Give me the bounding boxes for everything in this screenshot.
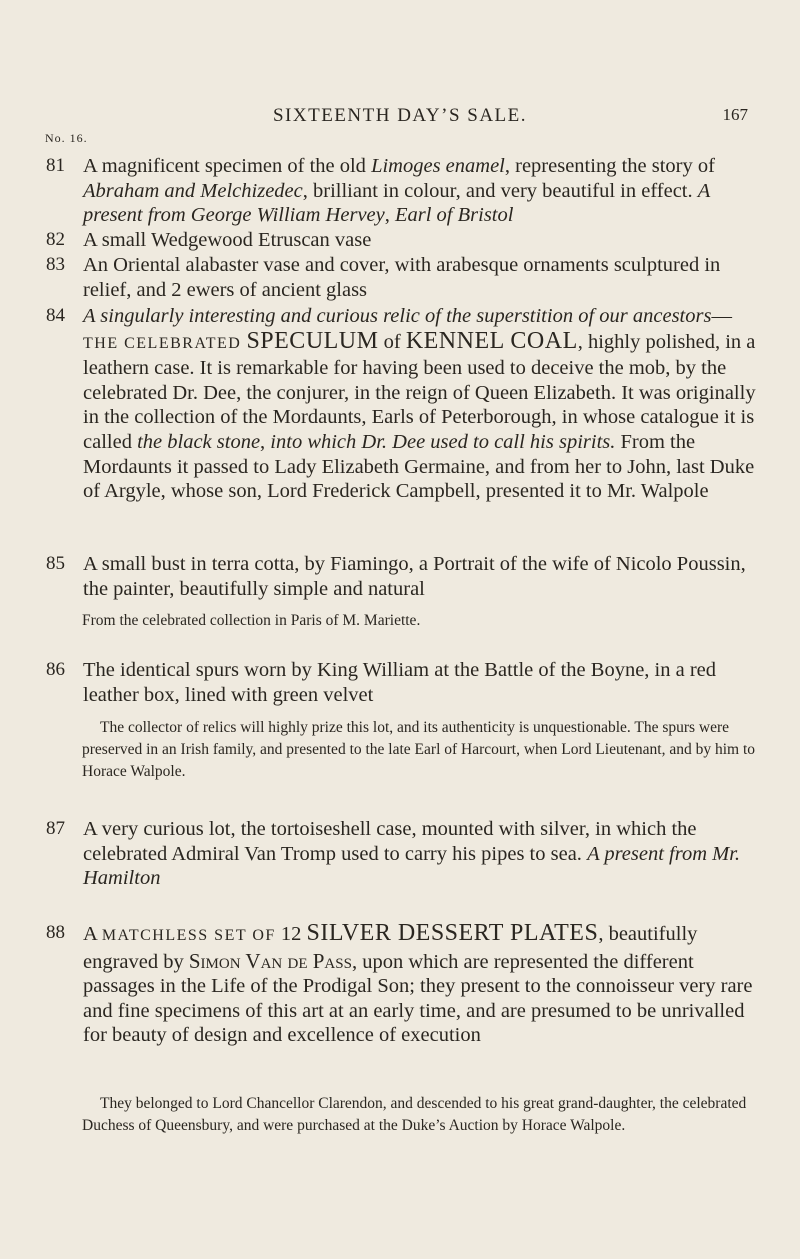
lot-text-run: , beautifully engraved by [83,923,698,973]
lot-number: 83 [46,254,65,275]
lot-description [83,817,756,891]
lot-85-note: From the celebrated collection in Paris of M. Mariette. [82,612,421,629]
lot-text-run: , [384,204,395,227]
lot-text-run: The identical spurs worn by King William at the Battle of the Boyne, in a red leather box, lined with green velvet [83,659,717,706]
lot-88-note: They belonged to Lord Chancellor Clarendon, and descended to his great grand-daughter, the celebrated Duchess of Queensbury, and were purchased at the Duke’s Auction by Horace Walpole. [82,1095,747,1134]
lot-text-run: of [378,330,406,353]
lot-text-run: Simon Van de Pass [188,948,352,973]
lot-description [83,228,756,253]
lot-text-run: A [83,923,102,945]
lot-number: 87 [46,818,65,839]
lot-text-run: A very curious lot, the tortoiseshell case, mounted with silver, in which the celebrated Admiral Van Tromp used to carry his pipes to sea. [83,818,697,865]
lot-text-run: , brilliant in colour, and very beautiful in effect. [302,179,698,202]
lot-text-run: SPECULUM [246,327,379,354]
running-header-title: SIXTEENTH DAY’S SALE. [272,105,528,126]
lot-text-run: the black stone [137,430,261,453]
lot-text-run: SILVER DESSERT PLATES [306,920,599,946]
lot-number: 84 [46,305,65,326]
lot-description [83,154,756,228]
lot-text-run: An Oriental alabaster vase and cover, with arabesque ornaments sculptured in relief, and 2 ewers of ancient glass [83,254,721,301]
lot-description [83,658,756,707]
lot-text-run: From the Mordaunts it passed to Lady Elizabeth Germaine, and from her to John, last Duke of Argyle, whose son, Lord Frederick Campbell, presented it to Mr. Walpole [83,430,755,503]
lot-85 [46,552,756,601]
lot-description [83,921,756,1048]
section-number: No. 16. [45,131,88,145]
lot-text-run: , upon which are represented the different passages in the Life of the Prodigal Son; they present to the connoisseur very rare and fine specimens of this art at an early time, and are presumed to be unrivalled for beauty of design and excellence of execution [83,950,753,1047]
lot-description [83,253,756,302]
lot-number: 82 [46,229,65,250]
lot-text-run: Limoges enamel [371,155,505,177]
lot-number: 86 [46,659,65,680]
lot-text-run: A magnificent specimen of the old [83,155,372,177]
lot-number: 88 [46,922,65,943]
lot-text-run: KENNEL COAL [405,327,578,354]
lot-81 [46,154,756,228]
lot-text-run: , representing the story of [504,155,715,177]
lot-83 [46,253,756,302]
page-number: 167 [722,105,748,124]
lot-text-run: A present from Mr. Hamilton [83,842,741,890]
lot-number: 81 [46,155,65,176]
lot-text-run: A present from George William Hervey [83,179,710,227]
lot-88 [46,921,756,1048]
lot-text-run: into which Dr. Dee used to call his spirits. [270,430,616,453]
lot-text-run: , [260,430,271,453]
lot-text-run: — [711,305,732,327]
lot-text-run: A singularly interesting and curious relic of the superstition of our ancestors [83,305,712,327]
lot-text-run: , highly polished, in a leathern case. It is remarkable for having been used to deceive the mob, by the celebrated Dr. Dee, the conjurer, in the reign of Queen Elizabeth. It was originally in the collection of the Mordaunts, Earls of Peterborough, in whose catalogue it is called [83,330,756,453]
lot-number: 85 [46,553,65,574]
lot-text-run: A small Wedgewood Etruscan vase [83,229,372,251]
lot-text-run: 12 [275,923,307,945]
lot-text-run: MATCHLESS SET OF [101,927,276,944]
lot-description [83,552,756,601]
lot-87 [46,817,756,891]
lot-text-run: THE CELEBRATED [83,334,242,352]
lot-82 [46,228,756,253]
lot-text-run: Abraham and Melchizedec [83,179,303,202]
lot-84 [46,304,756,504]
lot-text-run: Earl of Bristol [394,204,514,227]
lot-86 [46,658,756,707]
lot-text-run: A small bust in terra cotta, by Fiamingo, a Portrait of the wife of Nicolo Poussin, the painter, beautifully simple and natural [83,553,746,600]
lot-86-note: The collector of relics will highly prize this lot, and its authenticity is unquestionable. The spurs were preserved in an Irish family, and presented to the late Earl of Harcourt, when Lord Lieutenant, and by him to Horace Walpole. [82,719,756,780]
lot-description [83,304,756,504]
